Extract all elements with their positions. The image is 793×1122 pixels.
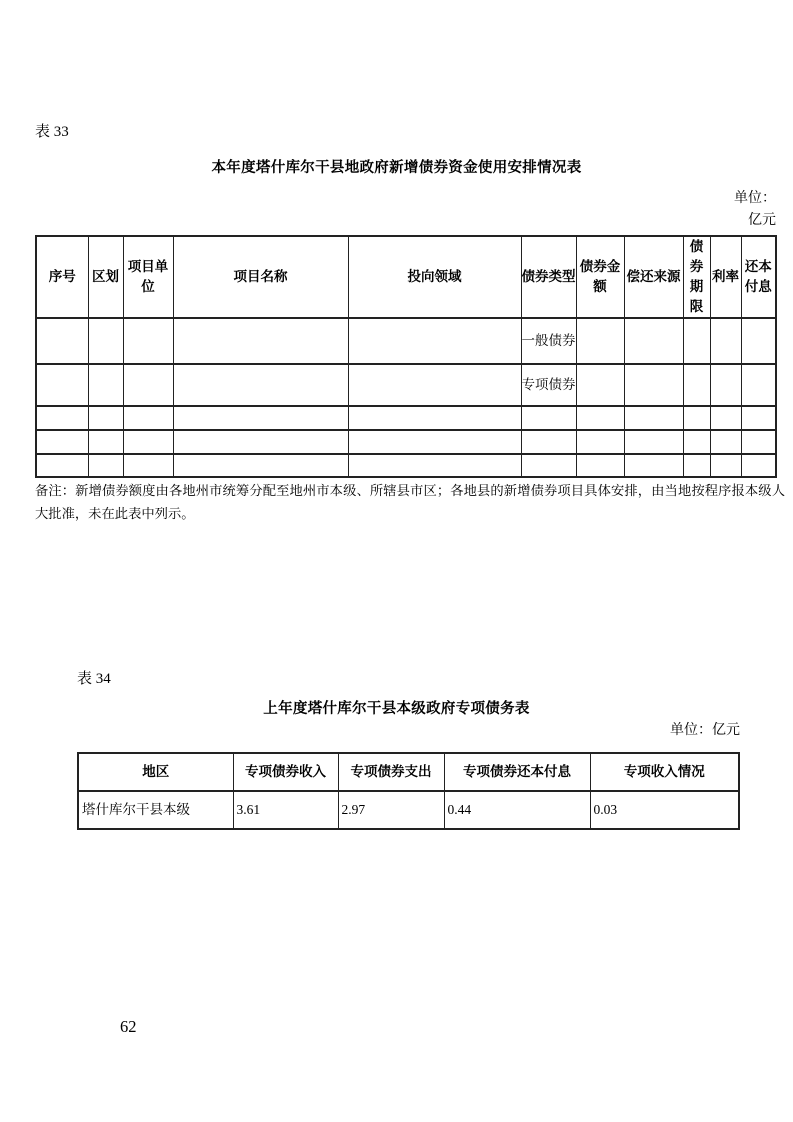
table-cell [624,406,683,430]
table-cell [521,430,576,454]
table-cell [741,318,776,364]
table34-header-row [78,753,739,791]
table-cell [36,318,88,364]
table-cell [88,430,123,454]
header-cell: 债券期限 [683,236,710,318]
table-row [36,364,776,406]
table-cell [741,406,776,430]
table-cell [123,406,173,430]
table-cell [348,406,521,430]
table-cell [88,318,123,364]
table33-title: 本年度塔什库尔干县地政府新增债券资金使用安排情况表 [211,160,582,176]
table-cell [521,454,576,477]
table-cell [683,364,710,406]
header-cell: 地区 [78,753,233,791]
page-number: 62 [120,1017,137,1036]
table34 [77,752,740,830]
table-row [36,318,776,364]
header-cell: 专项债券支出 [338,753,444,791]
header-cell: 还本付息 [741,236,776,318]
bond-type-cell: 专项债券 [521,364,576,406]
header-cell: 投向领域 [348,236,521,318]
table-cell [741,364,776,406]
table-cell [710,318,741,364]
table-cell [576,406,624,430]
table-cell [683,454,710,477]
table-cell [36,430,88,454]
table-cell [521,406,576,430]
table-cell [173,430,348,454]
table34-unit: 单位：亿元 [670,723,740,738]
table-cell [88,364,123,406]
table-cell [710,406,741,430]
table-cell [741,430,776,454]
table33-label: 表 33 [35,124,69,140]
table-cell [173,454,348,477]
header-cell: 专项债券还本付息 [444,753,590,791]
table-row [78,791,739,829]
table34-label: 表 34 [77,671,111,687]
header-cell: 专项债券收入 [233,753,338,791]
table-cell [624,454,683,477]
table-row [36,430,776,454]
header-cell: 利率 [710,236,741,318]
table33-unit-line1: 单位： [734,191,776,206]
table-cell [683,406,710,430]
table-cell [123,318,173,364]
header-cell: 区划 [88,236,123,318]
table-cell [683,318,710,364]
table-cell [710,364,741,406]
table34-title: 上年度塔什库尔干县本级政府专项债务表 [263,701,530,717]
table-cell [576,318,624,364]
header-cell: 专项收入情况 [590,753,739,791]
table33-unit-line2: 亿元 [748,213,776,228]
table33-header-row [36,236,776,318]
value-cell: 0.03 [590,791,739,829]
table-cell [173,318,348,364]
value-cell: 2.97 [338,791,444,829]
table-cell [624,430,683,454]
value-cell: 3.61 [233,791,338,829]
table-cell [123,430,173,454]
table-cell [88,454,123,477]
table-row [36,406,776,430]
header-cell: 债券类型 [521,236,576,318]
table-cell [683,430,710,454]
table-cell [624,318,683,364]
table-cell [173,406,348,430]
table-cell [710,454,741,477]
table33-unit [734,188,776,232]
bond-type-cell: 一般债券 [521,318,576,364]
table-cell [348,430,521,454]
table-cell [36,364,88,406]
table-cell [36,454,88,477]
table-cell [576,364,624,406]
table-cell [36,406,88,430]
table-cell [348,454,521,477]
table-cell [576,430,624,454]
header-cell: 偿还来源 [624,236,683,318]
table-cell [173,364,348,406]
region-cell: 塔什库尔干县本级 [78,791,233,829]
table-cell [348,318,521,364]
value-cell: 0.44 [444,791,590,829]
table-cell [576,454,624,477]
header-cell: 债券金额 [576,236,624,318]
header-cell: 项目名称 [173,236,348,318]
table-cell [710,430,741,454]
table-cell [88,406,123,430]
table33-note: 备注：新增债券额度由各地州市统筹分配至地州市本级、所辖县市区；各地县的新增债券项目具体安排，由当地按程序报本级人大批准，未在此表中列示。 [35,483,785,521]
table-cell [348,364,521,406]
table-cell [123,364,173,406]
table-row [36,454,776,477]
table-cell [741,454,776,477]
table-cell [123,454,173,477]
table-cell [624,364,683,406]
header-cell: 序号 [36,236,88,318]
table33 [35,235,777,478]
header-cell: 项目单位 [123,236,173,318]
